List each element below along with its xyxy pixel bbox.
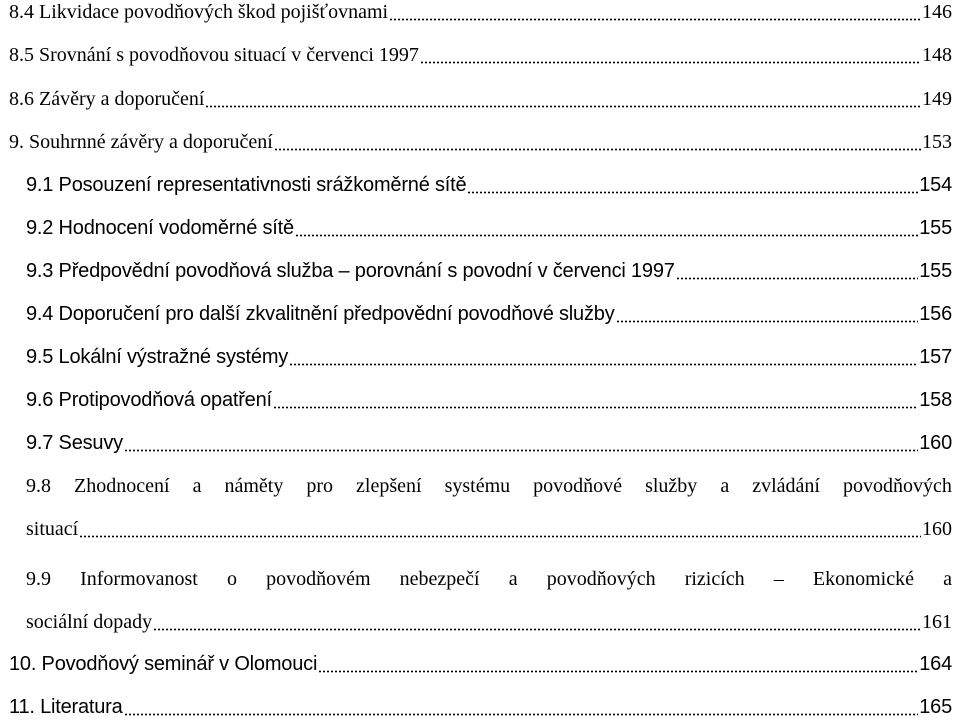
toc-entry-label: 8.5 Srovnání s povodňovou situací v červenci 1997 [9,44,419,66]
toc-entry-page: 153 [922,131,952,153]
toc-word: náměty [224,475,284,497]
toc-word: systému [444,475,511,497]
toc-leader-dots [295,217,918,237]
toc-leader-dots [289,346,918,366]
toc-entry-9-1[interactable] [26,170,952,200]
toc-entry-11[interactable] [9,692,952,722]
toc-entry-page: 149 [922,88,952,110]
toc-entry-page: 165 [919,696,952,718]
toc-word: a [508,568,518,590]
toc-entry-label: 8.4 Likvidace povodňových škod pojišťovnami [9,1,389,23]
toc-word: rizicích [684,568,745,590]
toc-entry-9-3[interactable] [26,256,952,286]
toc-word: zvládání [752,475,820,497]
toc-word: povodňových [842,475,952,497]
toc-entry-label-line-1 [26,564,952,594]
toc-entry-label-line-1 [26,471,952,501]
toc-entry-9-6[interactable] [26,385,952,415]
toc-word: nebezpečí [399,568,480,590]
toc-entry-9-5[interactable] [26,342,952,372]
toc-word: povodňové [533,475,623,497]
toc-entry-label-line-2 [26,514,952,544]
toc-entry-page: 158 [919,389,952,411]
toc-word: povodňovém [266,568,371,590]
toc-entry-page: 154 [919,174,952,196]
toc-entry-label-cont: situací [26,518,79,540]
toc-word: 9.9 [26,568,51,590]
toc-word: služby [645,475,698,497]
toc-entry-page: 155 [919,260,952,282]
toc-entry-label: 10. Povodňový seminář v Olomouci [9,653,318,675]
toc-entry-page: 157 [919,346,952,368]
toc-entry-9-8[interactable] [26,471,952,544]
toc-entry-label-line-2 [26,607,952,637]
toc-word: o [226,568,237,590]
toc-entry-page: 164 [919,653,952,675]
toc-word: pro [306,475,334,497]
toc-entry-label: 9.7 Sesuvy [26,432,123,454]
toc-leader-dots [676,260,919,280]
toc-leader-dots [318,653,918,673]
toc-entry-label: 9.6 Protipovodňová opatření [26,389,272,411]
toc-entry-8-4[interactable] [9,0,952,27]
toc-entry-page: 160 [919,432,952,454]
toc-entry-label: 8.6 Závěry a doporučení [9,88,205,110]
toc-leader-dots [273,389,918,409]
toc-entry-page: 148 [922,44,952,66]
toc-word: 9.8 [26,475,51,497]
toc-word: zlepšení [356,475,422,497]
toc-leader-dots [124,432,918,452]
toc-leader-dots [389,1,921,21]
toc-entry-label: 9.3 Předpovědní povodňová služba – porovnání s povodní v červenci 1997 [26,260,675,282]
toc-word: Informovanost [80,568,198,590]
toc-word: – [773,568,784,590]
toc-word: a [192,475,202,497]
toc-entry-page: 156 [919,303,952,325]
toc-entry-9[interactable] [9,127,952,157]
toc-leader-dots [79,518,921,538]
toc-entry-label-cont: sociální dopady [26,611,153,633]
toc-entry-page: 146 [922,1,952,23]
toc-entry-8-6[interactable] [9,84,952,114]
toc-entry-page: 155 [919,217,952,239]
toc-entry-label: 9.2 Hodnocení vodoměrné sítě [26,217,294,239]
toc-entry-9-4[interactable] [26,299,952,329]
toc-leader-dots [274,131,921,151]
toc-entry-10[interactable] [9,649,952,679]
toc-leader-dots [420,44,921,64]
toc-entry-label: 9. Souhrnné závěry a doporučení [9,131,273,153]
toc-entry-label: 11. Literatura [9,696,123,718]
toc-leader-dots [205,88,921,108]
toc-entry-8-5[interactable] [9,40,952,70]
toc-leader-dots [467,174,918,194]
toc-word: a [943,568,952,590]
toc-leader-dots [616,303,919,323]
toc-leader-dots [153,611,921,631]
toc-word: a [720,475,730,497]
toc-entry-9-9[interactable] [26,564,952,637]
toc-word: povodňových [546,568,656,590]
toc-word: Zhodnocení [74,475,170,497]
toc-entry-label: 9.5 Lokální výstražné systémy [26,346,289,368]
toc-entry-9-7[interactable] [26,428,952,458]
toc-entry-label: 9.4 Doporučení pro další zkvalitnění předpovědní povodňové služby [26,303,615,325]
toc-entry-9-2[interactable] [26,213,952,243]
toc-entry-page: 160 [922,518,952,540]
toc-leader-dots [124,696,919,716]
toc-word: Ekonomické [812,568,914,590]
toc-entry-label: 9.1 Posouzení representativnosti srážkoměrné sítě [26,174,467,196]
toc-entry-page: 161 [922,611,952,633]
